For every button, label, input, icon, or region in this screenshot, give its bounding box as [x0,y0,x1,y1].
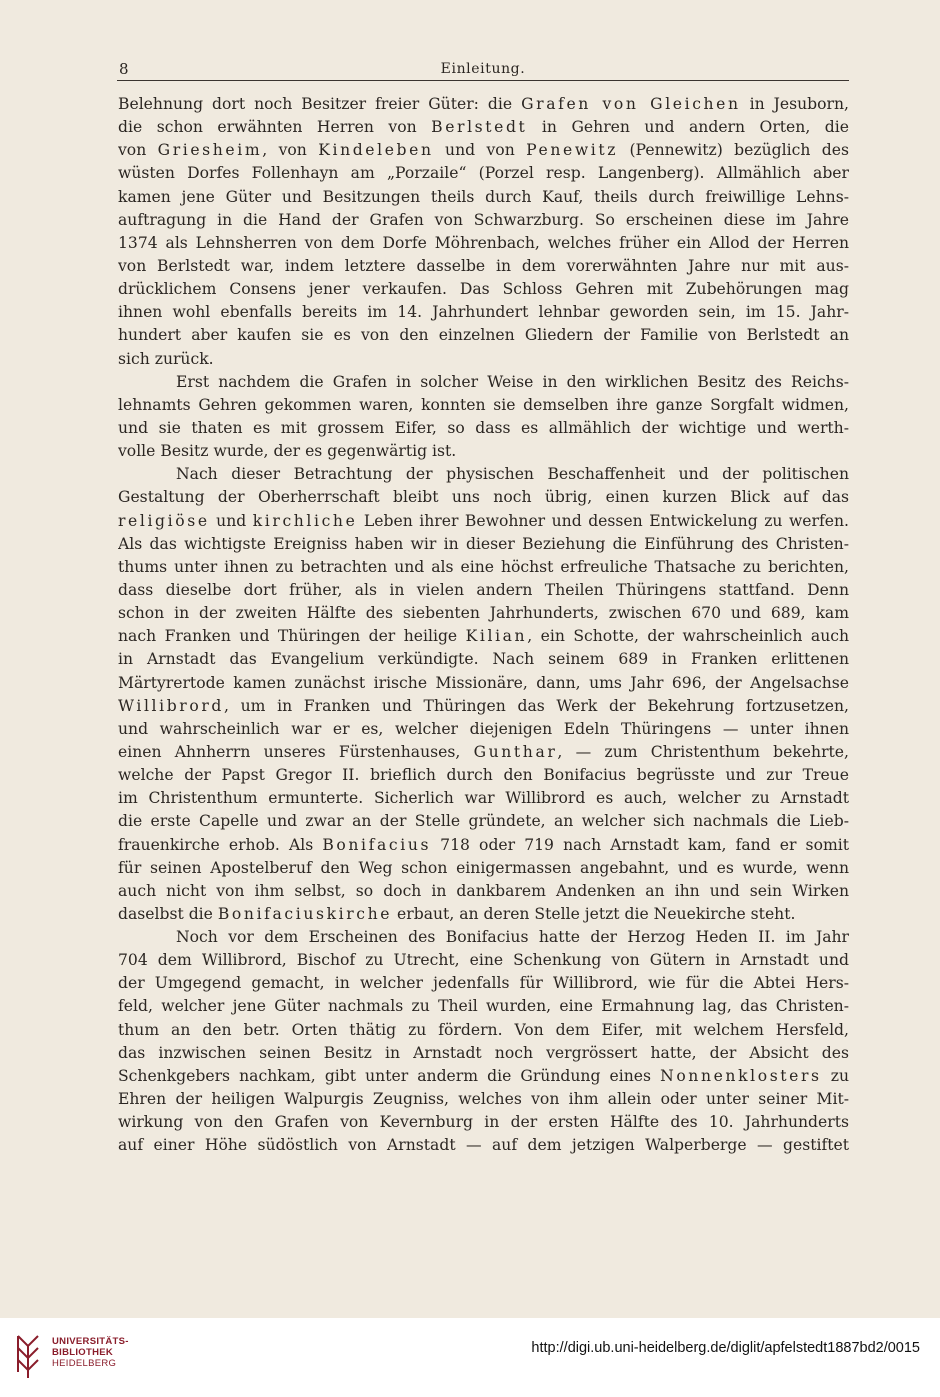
text-run: von Berlstedt war, indem letztere dasselbe in dem vorerwähnten Jahre nur mit aus- [118,256,849,275]
text-run: 718 oder 719 nach Arnstadt kam, fand er somit [431,835,849,854]
text-run: schon in der zweiten Hälfte des siebenten Jahrhunderts, zwischen 670 und 689, kam [118,604,849,623]
text-run: thums unter ihnen zu betrachten und als eine höchst erfreuliche Thatsache zu berichten, [118,557,849,576]
text-run: , ein Schotte, der wahrscheinlich auch [527,627,849,646]
text-run: auftragung in die Hand der Grafen von Schwarzburg. So erscheinen diese im Jahre [118,210,849,229]
text-run: das inzwischen seinen Besitz in Arnstadt noch vergrössert hatte, der Absicht des [118,1043,849,1062]
running-head: Einleitung. [440,61,526,77]
text-run: volle Besitz wurde, der es gegenwärtig ist. [118,442,457,461]
text-run: (Pennewitz) bezüglich des [618,141,849,160]
text-line [118,232,849,255]
text-run: und von [433,141,527,160]
spaced-name: Penewitz [526,141,619,160]
text-run: und wahrscheinlich war er es, welcher diejenigen Edeln Thüringens — unter ihnen [118,719,849,738]
text-run: daselbst die [118,904,218,923]
text-line [118,672,849,695]
text-run: Als das wichtigste Ereigniss haben wir in dieser Beziehung die Einführung des Christen- [118,534,849,553]
text-run: Belehnung dort noch Besitzer freier Güter: die [118,95,522,113]
text-run: frauenkirche erhob. Als [118,835,323,854]
text-run: Schenkgebers nachkam, gibt unter anderm die Gründung eines [118,1066,661,1085]
text-run: zu [821,1066,849,1085]
text-line [118,417,849,440]
spaced-name: Gunthar [473,742,558,761]
text-run: Leben ihrer Bewohner und dessen Entwickelung zu werfen. [357,511,849,530]
text-run: 704 dem Willibrord, Bischof zu Utrecht, eine Schenkung von Gütern in Arnstadt und [118,951,849,970]
spaced-name: Kilian [465,627,528,646]
text-line [118,926,849,949]
library-name-line: UNIVERSITÄTS- [52,1336,129,1347]
text-line [118,463,849,486]
text-run: der Umgegend gemacht, in welcher jedenfalls für Willibrord, wie für die Abtei Hers- [118,974,849,993]
spaced-name: Kindeleben [318,141,434,160]
spaced-name: religiöse [118,511,210,530]
text-line [118,486,849,509]
text-line [118,1042,849,1065]
text-line [118,972,849,995]
text-line [118,695,849,718]
text-run: Ehren der heiligen Walpurgis Zeugniss, welches von ihm allein oder unter seiner Mit- [118,1090,849,1109]
text-line [118,1065,849,1088]
text-run: welche der Papst Gregor II. brieflich durch den Bonifacius begrüsste und zur Treue [118,766,849,785]
text-line [118,186,849,209]
text-line [118,880,849,903]
text-run: und sie thaten es mit grossem Eifer, so dass es allmählich der wichtige und werth- [118,418,849,437]
text-line [118,162,849,185]
library-name-line: BIBLIOTHEK [52,1347,114,1358]
university-library-logo-icon [14,1332,42,1380]
text-run: thum an den betr. Orten thätig zu fördern. Von dem Eifer, mit welchem Hersfeld, [118,1020,849,1039]
spaced-name: Berlstedt [431,118,528,137]
text-run: in Arnstadt das Evangelium verkündigte. Nach seinem 689 in Franken erlittenen [118,650,849,669]
text-line [118,301,849,324]
header-rule [117,80,849,81]
spaced-name: Grafen von Gleichen [521,95,741,113]
text-run: wirkung von den Grafen von Kevernburg in der ersten Hälfte des 10. Jahrhunderts [118,1113,849,1132]
library-name [52,1336,129,1369]
spaced-name: Willibrord [118,696,224,715]
text-run: wüsten Dorfes Follenhayn am „Porzaile“ (Porzel resp. Langenberg). Allmählich aber [118,164,849,183]
text-run: für seinen Apostelberuf den Weg schon einigermassen angebahnt, und es wurde, wenn [118,858,849,877]
text-line [118,394,849,417]
text-run: drücklichem Consens jener verkaufen. Das Schloss Gehren mit Zubehörungen mag [118,280,849,299]
text-line [118,1111,849,1134]
text-run: , — zum Christenthum bekehrte, [557,742,849,761]
text-line [118,1134,849,1157]
text-line [118,949,849,972]
text-line [118,278,849,301]
text-line [118,625,849,648]
page-header [117,58,849,82]
viewer-footer [0,1318,940,1397]
text-line [118,1088,849,1111]
spaced-name: Bonifacius [322,835,432,854]
text-line [118,139,849,162]
text-line [118,579,849,602]
text-line [118,255,849,278]
text-line [118,995,849,1018]
text-run: nach Franken und Thüringen der heilige [118,627,466,646]
text-run: 1374 als Lehnsherren von dem Dorfe Möhrenbach, welches früher ein Allod der Herren [118,233,849,252]
text-run: auf einer Höhe südöstlich von Arnstadt — auf dem jetzigen Walperberge — gestiftet [118,1136,849,1155]
spaced-name: kirchliche [252,511,358,530]
text-run: und [209,511,253,530]
body-text [118,93,849,1157]
text-line [118,324,849,347]
text-run: einen Ahnherrn unseres Fürstenhauses, [118,742,474,761]
text-line [118,810,849,833]
text-run: dass dieselbe dort früher, als in vielen andern Theilen Thüringens stattfand. Denn [118,580,849,599]
text-run: hundert aber kaufen sie es von den einzelnen Gliedern der Familie von Berlstedt an [118,326,849,345]
text-line [118,1019,849,1042]
text-line [118,93,849,116]
text-line [118,718,849,741]
text-line [118,764,849,787]
text-line [118,533,849,556]
text-run: Erst nachdem die Grafen in solcher Weise in den wirklichen Besitz des Reichs- [176,372,849,391]
text-line [118,787,849,810]
text-run: kamen jene Güter und Besitzungen theils durch Kauf, theils durch freiwillige Lehns- [118,187,849,206]
text-line [118,602,849,625]
text-run: , um in Franken und Thüringen das Werk der Bekehrung fortzusetzen, [223,696,849,715]
text-run: von [118,141,158,160]
text-line [118,741,849,764]
spaced-name: Nonnenklosters [660,1066,822,1085]
text-line [118,440,849,463]
text-run: die schon erwähnten Herren von [118,118,432,137]
text-run: lehnamts Gehren gekommen waren, konnten sie demselben ihre ganze Sorgfalt widmen, [118,395,849,414]
text-run: die erste Capelle und zwar an der Stelle gründete, an welcher sich nachmals die Lieb- [118,812,849,831]
text-line [118,857,849,880]
text-line [118,556,849,579]
text-run: Märtyrertode kamen zunächst irische Missionäre, dann, ums Jahr 696, der Angelsachse [118,673,849,692]
text-run: auch nicht von ihm selbst, so doch in dankbarem Andenken an ihn und sein Wirken [118,881,849,900]
text-line [118,209,849,232]
text-run: , von [262,141,319,160]
text-run: feld, welcher jene Güter nachmals zu Theil wurden, eine Ermahnung lag, das Christen- [118,997,849,1016]
text-run: Noch vor dem Erscheinen des Bonifacius hatte der Herzog Heden II. im Jahr [176,928,849,947]
text-run: im Christenthum ermunterte. Sicherlich war Willibrord es auch, welcher zu Arnstadt [118,789,849,808]
source-url-link[interactable]: http://digi.ub.uni-heidelberg.de/diglit/apfelstedt1887bd2/0015 [531,1340,920,1356]
text-line [118,116,849,139]
text-run: sich zurück. [118,349,214,368]
text-line [118,903,849,926]
text-run: Gestaltung der Oberherrschaft bleibt uns noch übrig, einen kurzen Blick auf das [118,488,849,507]
text-line [118,371,849,394]
text-line [118,648,849,671]
spaced-name: Bonifaciuskirche [217,904,393,923]
text-run: in Jesuborn, [740,95,849,113]
text-run: ihnen wohl ebenfalls bereits im 14. Jahrhundert lehnbar geworden sein, im 15. Jahr- [118,303,849,322]
text-line [118,834,849,857]
text-line [118,348,849,371]
text-run: in Gehren und andern Orten, die [527,118,849,137]
text-run: erbaut, an deren Stelle jetzt die Neuekirche steht. [392,904,796,923]
text-line [118,510,849,533]
library-name-line: HEIDELBERG [52,1358,117,1369]
page-number: 8 [119,60,130,78]
spaced-name: Griesheim [157,141,263,160]
text-run: Nach dieser Betrachtung der physischen Beschaffenheit und der politischen [176,465,849,484]
